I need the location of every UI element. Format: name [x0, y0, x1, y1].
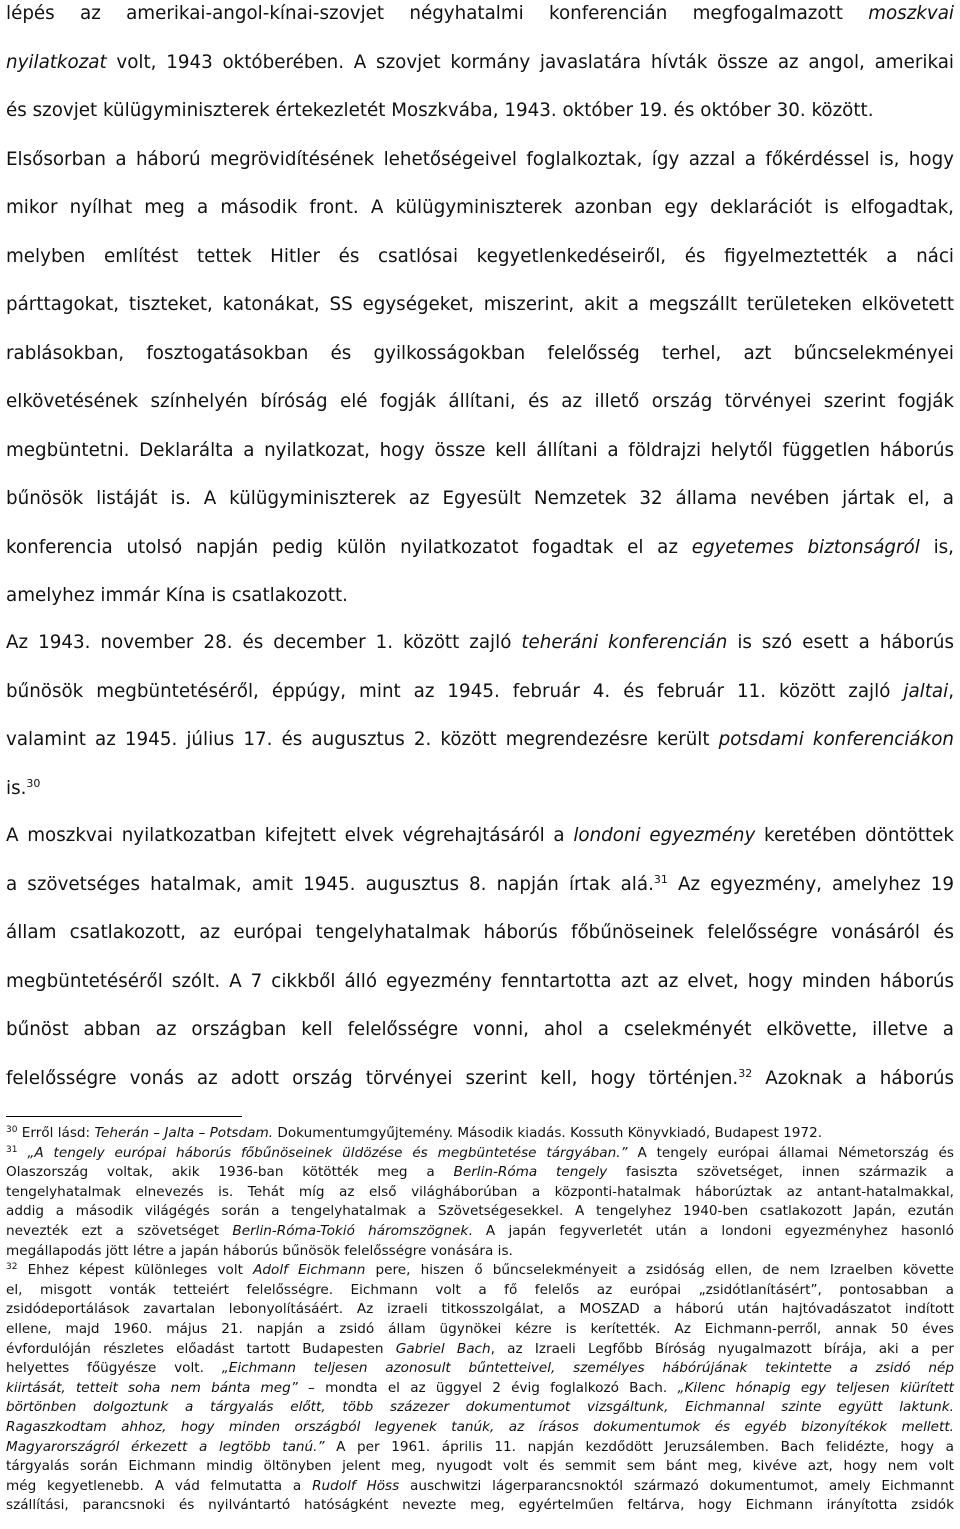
text-run: Olaszország voltak, akik 1936-ban kötötték meg a: [6, 1164, 454, 1181]
text-run: helyettes főügyésze volt.: [6, 1360, 222, 1377]
text-line: [6, 1055, 954, 1104]
text-run: A tengely európai államai Németország és: [627, 1144, 955, 1161]
text-run: . A japán fegyverletét után a londoni egyezményhez hasonló: [468, 1222, 954, 1239]
footnote-number: 31: [6, 1144, 18, 1155]
text-run: felelősségre vonás az adott ország törvényei szerint kell, hogy történjen.: [6, 1067, 739, 1089]
text-line: rablásokban, fosztogatásokban és gyilkosságokban felelősség terhel, azt bűncselekményei: [6, 342, 954, 364]
footnote-line: tengelyhatalmak elnevezés is. Tehát míg az első világháborúban a központi-hatalmak háborúztak az antant-hatalmakkal,: [6, 1183, 954, 1200]
italic-quote: kiirtását, tetteit soha nem bánta meg”: [6, 1379, 298, 1396]
footnote-number: 30: [6, 1125, 18, 1135]
footnote-line: addig a második világégés során a tengelyhatalmak a Szövetségesekkel. A tengelyhez 1940-ben csatlakozott Japán, ezután: [6, 1203, 954, 1220]
text-line: [6, 39, 954, 88]
text-line: megbüntetni. Deklarálta a nyilatkozat, hogy össze kell állítani a földrajzi helytől független háborús: [6, 439, 954, 461]
footnote-line: [6, 1477, 954, 1497]
text-run: A moszkvai nyilatkozatban kifejtett elvek végrehajtásáról a: [6, 825, 574, 846]
text-line: elkövetésének színhelyén bíróság elé fogják állítani, és az illető ország törvényei szerint fogják: [6, 391, 954, 412]
text-line: és szovjet külügyminiszterek értekezletét Moszkvába, 1943. október 19. és október 30. között.: [6, 100, 874, 121]
italic-term: egyetemes biztonságról: [691, 536, 920, 558]
text-run: is.: [6, 777, 27, 799]
paragraph-moscow-declaration: [6, 0, 954, 621]
text-line: állam csatlakozott, az európai tengelyhatalmak háborús főbűnöseinek felelősségre vonásáról és: [6, 922, 954, 943]
text-run: bűnösök megbüntetéséről, éppúgy, mint az 1945. február 4. és február 11. között zajló: [6, 680, 904, 702]
italic-quote: „Eichmann teljesen azonosult bűntetteivel, személyes hábórújának tekintette a zsidó nép: [221, 1360, 954, 1377]
italic-term: teheráni konferencián: [521, 632, 728, 653]
italic-term: londoni egyezmény: [573, 825, 756, 846]
italic-term: Adolf Eichmann: [253, 1262, 366, 1279]
text-run: auschwitzi lágerparancsnoktól származó dokumentumot, amely Eichmannt: [399, 1477, 955, 1494]
footnotes: [6, 1124, 954, 1516]
text-run: Erről lásd:: [17, 1125, 95, 1141]
text-run: valamint az 1945. július 17. és augusztus 2. között megrendezésre került: [6, 729, 719, 750]
text-line: bűnösök listáját is. A külügyminiszterek az Egyesült Nemzetek 32 állama nevében jártak el, a: [6, 488, 954, 509]
text-line: megbüntetéséről szólt. A 7 cikkből álló egyezmény fenntartotta azt az elvet, hogy minden háborús: [6, 970, 954, 992]
text-line: bűnöst abban az országban kell felelősségre vonni, ahol a cselekményét elkövette, illetve a: [6, 1019, 954, 1040]
italic-term: Gabriel Bach: [395, 1340, 491, 1357]
footnote-line: [6, 1379, 954, 1399]
text-run: a szövetséges hatalmak, amit 1945. augusztus 8. napján írtak alá.: [6, 873, 654, 895]
text-line: [6, 716, 954, 765]
italic-term: potsdami konferenciákon: [718, 729, 954, 750]
footnote-line: szállítási, parancsnoki és nyilvántartó hatóságként nevezte meg, egyértelműen feltárva, hogy Eichmann irányította zsidók: [6, 1497, 954, 1514]
text-run: konferencia utolsó napján pedig külön nyilatkozatot fogadtak el az: [6, 536, 692, 558]
italic-term: jaltai: [903, 680, 949, 702]
footnote-line: [6, 1222, 954, 1242]
footnote-line: Ragaszkodtam ahhoz, hogy minden országból legyenek tanúk, az írásos dokumentumok és egyéb bizonyítékok mellett.: [6, 1418, 954, 1435]
text-run: évfordulóján részletes előadást tartott Budapesten: [6, 1340, 396, 1357]
text-line: melyben említést tettek Hitler és csatlósai kegyetlenkedéseiről, és figyelmeztették a náci: [6, 245, 954, 267]
footnote-line: [6, 1340, 954, 1360]
footnote-line: ellene, majd 1960. május 21. napján a zsidó állam ügynökei kézre is kerítették. Az Eichmann-perről, annak 50 éves: [6, 1320, 954, 1337]
text-run: is szó esett a háborús: [727, 632, 954, 653]
text-run: Az egyezmény, amelyhez 19: [667, 873, 954, 895]
footnote-line: [6, 1163, 954, 1183]
text-line: párttagokat, tiszteket, katonákat, SS egységeket, miszerint, akit a megszállt területeken elkövetett: [6, 294, 954, 315]
footnote-ref-32[interactable]: 32: [738, 1066, 753, 1080]
text-line: [6, 0, 954, 39]
text-run: – mondta el az üggyel 2 évig foglalkozó Bach.: [297, 1379, 678, 1396]
italic-term: Berlin-Róma tengely: [453, 1164, 608, 1181]
text-run: Dokumentumgyűjtemény. Második kiadás. Kossuth Könyvkiadó, Budapest 1972.: [273, 1125, 823, 1141]
italic-term: „A tengely európai háborús főbűnöseinek üldözése és megbüntetése tárgyában.”: [27, 1144, 628, 1161]
text-run: még kegyetlenebb. A vád felmutatta a: [6, 1477, 313, 1494]
text-run: fasiszta szövetséget, innen származik a: [607, 1164, 954, 1181]
italic-quote: Magyarországról érkezett a legtöbb tanú.”: [6, 1438, 325, 1455]
text-run: ,: [948, 680, 954, 702]
text-line: [6, 619, 954, 668]
text-line: [6, 861, 954, 910]
text-line: [6, 765, 954, 814]
footnote-ref-30[interactable]: 30: [26, 776, 41, 790]
footnote-line: megállapodás jött létre a japán háborús bűnösök felelősségre vonására is.: [6, 1242, 513, 1259]
italic-quote: „Kilenc hónapig egy teljesen kiürített: [677, 1379, 954, 1396]
text-run: Azoknak a háborús: [752, 1067, 954, 1089]
footnote-line: zsidódeportálások zavartalan lebonyolításáért. Az izraeli titkosszolgálat, a MOSZAD a háború után hajtóvadászatot indított: [6, 1301, 954, 1318]
italic-term: Berlin-Róma-Tokió háromszögnek: [232, 1222, 469, 1239]
text-run: Ehhez képest különleges volt: [17, 1262, 254, 1279]
footnote-ref-31[interactable]: 31: [653, 872, 668, 886]
text-run: keretében döntöttek: [755, 825, 954, 846]
paragraph-tehran-yalta-potsdam: [6, 619, 954, 813]
footnote-line: [6, 1359, 954, 1379]
footnote-separator: [6, 1116, 242, 1117]
text-run: Az 1943. november 28. és december 1. között zajló: [6, 632, 522, 653]
italic-term: Teherán – Jalta – Potsdam.: [94, 1125, 274, 1141]
paragraph-london-agreement: [6, 812, 954, 1103]
footnote-line: börtönben dolgoztunk a tárgyalás előtt, több százezer dokumentumot vizsgáltunk, Eichmannal szinte együtt laktunk.: [6, 1399, 954, 1416]
text-run: A per 1961. április 11. napján kezdődött Jeruzsálemben. Bach felidézte, hogy a: [324, 1438, 954, 1455]
footnote-30: [6, 1124, 954, 1144]
footnote-32: [6, 1261, 954, 1281]
text-line: mikor nyílhat meg a második front. A külügyminiszterek azonban egy deklarációt is elfogadtak,: [6, 197, 954, 218]
footnote-31: [6, 1144, 954, 1164]
text-line: Elsősorban a háború megrövidítésének lehetőségeivel foglalkoztak, így azzal a főkérdéssel is, hogy: [6, 148, 954, 170]
footnote-line: tárgyalás során Eichmann mindig öltönyben jelent meg, nyugodt volt és semmit sem bánt meg, kivéve azt, hogy nem volt: [6, 1458, 954, 1475]
footnote-number: 32: [6, 1262, 18, 1273]
text-line: amelyhez immár Kína is csatlakozott.: [6, 585, 348, 606]
text-run: pere, hiszen ő bűncselekményeit a zsidóság ellen, de nem Izraelben követte: [365, 1262, 954, 1279]
text-run: , az Izraeli Legfőbb Bíróság nyugalmazott bírája, aki a per: [490, 1340, 954, 1357]
text-run: [17, 1145, 27, 1161]
text-run: is,: [919, 536, 954, 558]
text-line: [6, 524, 954, 573]
text-run: volt, 1943 októberében. A szovjet kormány javaslatára hívták össze az angol, amerikai: [106, 51, 954, 73]
italic-term: moszkvai: [868, 3, 954, 24]
text-line: [6, 668, 954, 717]
footnote-line: [6, 1438, 954, 1458]
text-run: lépés az amerikai-angol-kínai-szovjet négyhatalmi konferencián megfogalmazott: [6, 3, 869, 24]
italic-term: Rudolf Höss: [312, 1477, 400, 1494]
italic-term: nyilatkozat: [6, 51, 107, 73]
footnote-line: el, misgott vonták tetteiért felelősségre. Eichmann volt a fő felelős az európai „zsidótlanításért”, pontosabban a: [6, 1281, 954, 1298]
text-run: nevezték ezt a szövetséget: [6, 1222, 233, 1239]
text-line: [6, 812, 954, 861]
